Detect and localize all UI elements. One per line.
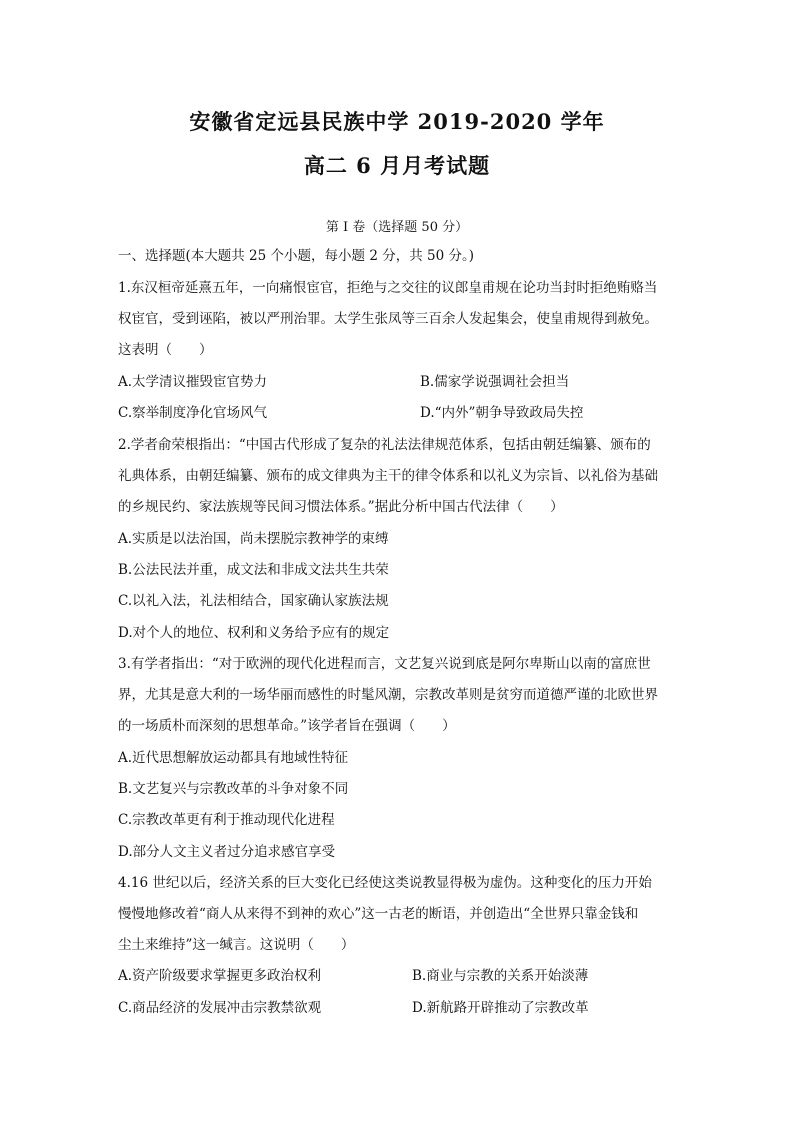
option-a: A.实质是以法治国，尚未摆脱宗教神学的束缚 bbox=[118, 531, 389, 547]
option-a: A.资产阶级要求掌握更多政治权利 bbox=[118, 968, 322, 984]
question-stem-line: 的乡规民约、家法族规等民间习惯法体系。”据此分析中国古代法律（ ） bbox=[118, 499, 564, 515]
question-stem-line: 的一场质朴而深刻的思想革命。”该学者旨在强调（ ） bbox=[118, 718, 456, 734]
section-heading: 第 I 卷（选择题 50 分） bbox=[325, 220, 469, 235]
exam-title-line2: 高二 6 月月考试题 bbox=[303, 153, 491, 178]
question-stem-line: 2.学者俞荣根指出：“中国古代形成了复杂的礼法法律规范体系，包括由朝廷编纂、颁布的 bbox=[118, 437, 651, 453]
option-a: A.近代思想解放运动都具有地域性特征 bbox=[118, 750, 349, 766]
question-stem-line: 这表明（ ） bbox=[118, 342, 213, 358]
question-stem-line: 权宦官，受到诬陷，被以严刑治罪。太学生张凤等三百余人发起集会，使皇甫规得到赦免。 bbox=[118, 311, 658, 327]
question-stem-line: 尘土来维持”这一缄言。这说明（ ） bbox=[118, 937, 355, 953]
option-d: D.新航路开辟推动了宗教改革 bbox=[412, 1000, 589, 1016]
question-stem-line: 慢慢地修改着“商人从来得不到神的欢心”这一古老的断语，并创造出“全世界只靠金钱和 bbox=[118, 906, 639, 922]
question-stem-line: 3.有学者指出：“对于欧洲的现代化进程而言，文艺复兴说到底是阿尔卑斯山以南的富庶世 bbox=[118, 656, 651, 672]
option-b: B.商业与宗教的关系开始淡薄 bbox=[412, 968, 589, 984]
option-d: D.对个人的地位、权利和义务给予应有的规定 bbox=[118, 625, 390, 641]
question-stem-line: 1.东汉桓帝延熹五年，一向痛恨宦官，拒绝与之交往的议郎皇甫规在论功当封时拒绝贿赂当 bbox=[118, 280, 658, 296]
question-stem-line: 礼典体系，由朝廷编纂、颁布的成文律典为主干的律令体系和以礼义为宗旨、以礼俗为基础 bbox=[118, 468, 658, 484]
option-a: A.太学清议摧毁宦官势力 bbox=[118, 374, 268, 390]
option-b: B.公法民法并重，成文法和非成文法共生共荣 bbox=[118, 562, 389, 578]
question-stem-line: 界，尤其是意大利的一场华丽而感性的时髦风潮，宗教改革则是贫穷而道德严谨的北欧世界 bbox=[118, 687, 658, 703]
option-d: D.“内外”朝争导致政局失控 bbox=[420, 405, 584, 421]
option-c: C.察举制度净化官场风气 bbox=[118, 405, 268, 421]
option-c: C.宗教改革更有利于推动现代化进程 bbox=[118, 812, 335, 828]
option-b: B.文艺复兴与宗教改革的斗争对象不同 bbox=[118, 781, 349, 797]
question-stem-line: 4.16 世纪以后，经济关系的巨大变化已经使这类说教显得极为虚伪。这种变化的压力开始 bbox=[118, 875, 652, 891]
section-instructions: 一、选择题(本大题共 25 个小题，每小题 2 分，共 50 分。) bbox=[118, 248, 474, 264]
option-c: C.商品经济的发展冲击宗教禁欲观 bbox=[118, 1000, 322, 1016]
option-c: C.以礼入法，礼法相结合，国家确认家族法规 bbox=[118, 593, 389, 609]
option-d: D.部分人文主义者过分追求感官享受 bbox=[118, 844, 336, 860]
option-b: B.儒家学说强调社会担当 bbox=[420, 374, 570, 390]
exam-title-line1: 安徽省定远县民族中学 2019-2020 学年 bbox=[189, 109, 605, 134]
